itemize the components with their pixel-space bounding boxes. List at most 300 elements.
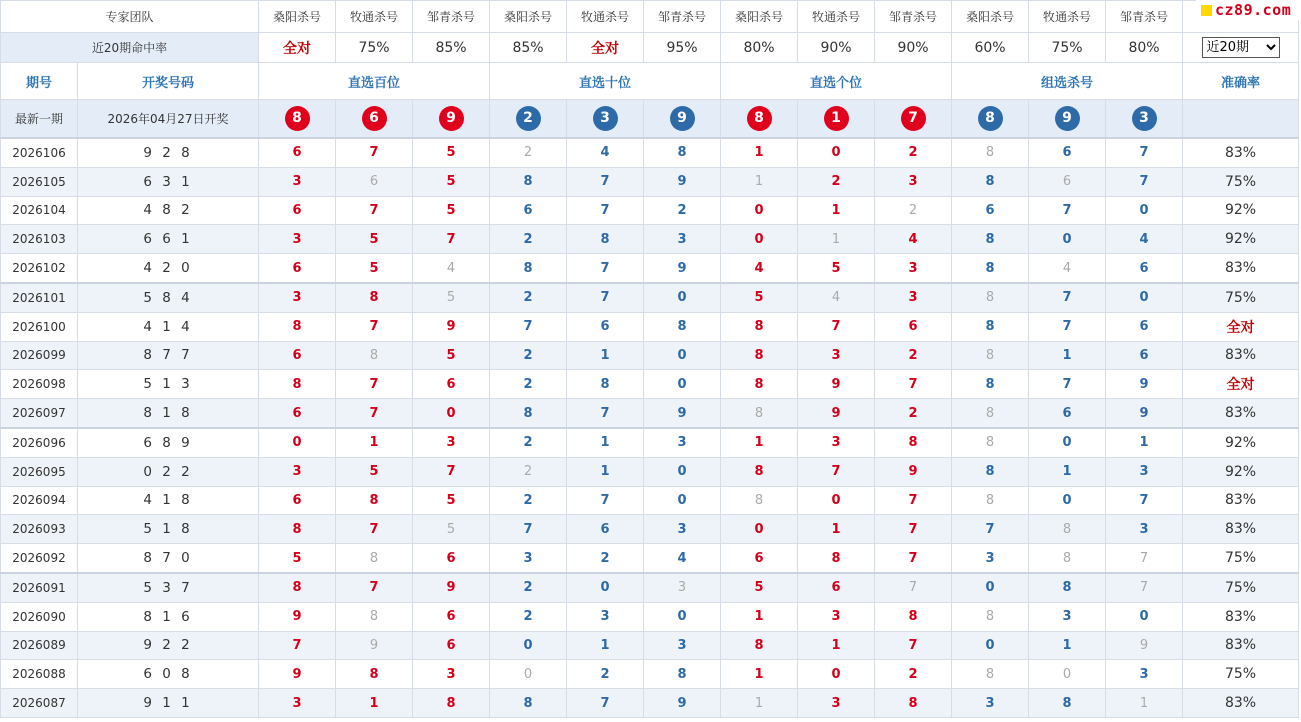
number-ball: 9 bbox=[1055, 106, 1080, 131]
kill-number-cell: 8 bbox=[336, 341, 413, 370]
period-id: 2026090 bbox=[1, 602, 78, 631]
kill-number-cell: 0 bbox=[721, 196, 798, 225]
table-row bbox=[1, 399, 1299, 428]
kill-number-cell: 2 bbox=[875, 196, 952, 225]
kill-number-cell: 1 bbox=[721, 660, 798, 689]
accuracy-value: 75% bbox=[1183, 573, 1299, 602]
kill-number-cell: 8 bbox=[259, 312, 336, 341]
kill-number-cell: 1 bbox=[798, 515, 875, 544]
accuracy-value: 全对 bbox=[1183, 312, 1299, 341]
kill-number-cell: 5 bbox=[413, 341, 490, 370]
table-row bbox=[1, 486, 1299, 515]
kill-number-cell: 3 bbox=[952, 544, 1029, 573]
latest-date: 2026年04月27日开奖 bbox=[78, 100, 259, 139]
kill-number-cell: 8 bbox=[1029, 573, 1106, 602]
hit-rate-label: 近20期命中率 bbox=[1, 33, 259, 63]
draw-number: 5 1 3 bbox=[78, 370, 259, 399]
kill-number-cell: 0 bbox=[567, 573, 644, 602]
period-id: 2026102 bbox=[1, 254, 78, 283]
hit-rate-value: 全对 bbox=[259, 33, 336, 63]
kill-number-cell: 7 bbox=[490, 515, 567, 544]
col-draw-number: 开奖号码 bbox=[78, 63, 259, 100]
kill-number-cell: 0 bbox=[644, 457, 721, 486]
number-ball: 7 bbox=[901, 106, 926, 131]
kill-number-cell: 0 bbox=[1029, 428, 1106, 457]
kill-number-cell: 6 bbox=[798, 573, 875, 602]
kill-number-cell: 6 bbox=[490, 196, 567, 225]
latest-ball-cell bbox=[798, 100, 875, 139]
kill-number-cell: 3 bbox=[798, 341, 875, 370]
kill-number-cell: 7 bbox=[490, 312, 567, 341]
kill-number-cell: 2 bbox=[798, 167, 875, 196]
kill-number-cell: 7 bbox=[413, 225, 490, 254]
site-logo[interactable] bbox=[1196, 0, 1300, 20]
expert-name: 邹青杀号 bbox=[875, 1, 952, 33]
kill-number-cell: 7 bbox=[336, 196, 413, 225]
expert-name: 邹青杀号 bbox=[644, 1, 721, 33]
draw-number: 5 1 8 bbox=[78, 515, 259, 544]
kill-number-cell: 8 bbox=[413, 689, 490, 718]
number-ball: 8 bbox=[978, 106, 1003, 131]
kill-number-cell: 6 bbox=[1029, 399, 1106, 428]
accuracy-value: 83% bbox=[1183, 138, 1299, 167]
kill-number-cell: 8 bbox=[952, 225, 1029, 254]
kill-number-cell: 1 bbox=[798, 631, 875, 660]
kill-number-cell: 6 bbox=[259, 254, 336, 283]
kill-number-cell: 9 bbox=[644, 399, 721, 428]
kill-number-cell: 7 bbox=[567, 486, 644, 515]
expert-name: 邹青杀号 bbox=[413, 1, 490, 33]
kill-number-cell: 5 bbox=[413, 515, 490, 544]
kill-number-cell: 8 bbox=[721, 370, 798, 399]
kill-number-cell: 7 bbox=[336, 138, 413, 167]
kill-number-cell: 5 bbox=[259, 544, 336, 573]
hit-rate-value: 全对 bbox=[567, 33, 644, 63]
kill-number-cell: 3 bbox=[952, 689, 1029, 718]
kill-number-cell: 6 bbox=[1106, 254, 1183, 283]
kill-number-cell: 7 bbox=[567, 196, 644, 225]
accuracy-value: 75% bbox=[1183, 283, 1299, 312]
kill-number-cell: 7 bbox=[1029, 370, 1106, 399]
table-row bbox=[1, 457, 1299, 486]
kill-number-cell: 8 bbox=[259, 370, 336, 399]
accuracy-value: 75% bbox=[1183, 544, 1299, 573]
latest-ball-cell bbox=[490, 100, 567, 139]
accuracy-value: 92% bbox=[1183, 428, 1299, 457]
kill-number-cell: 1 bbox=[721, 602, 798, 631]
kill-number-cell: 8 bbox=[1029, 689, 1106, 718]
col-group-units: 直选个位 bbox=[721, 63, 952, 100]
kill-number-cell: 8 bbox=[490, 167, 567, 196]
table-row bbox=[1, 341, 1299, 370]
hit-rate-value: 90% bbox=[875, 33, 952, 63]
kill-number-cell: 8 bbox=[567, 225, 644, 254]
kill-number-cell: 0 bbox=[1106, 196, 1183, 225]
kill-number-cell: 7 bbox=[1029, 312, 1106, 341]
period-id: 2026103 bbox=[1, 225, 78, 254]
col-group-combo: 组选杀号 bbox=[952, 63, 1183, 100]
kill-number-cell: 2 bbox=[490, 283, 567, 312]
kill-number-cell: 5 bbox=[336, 254, 413, 283]
kill-number-cell: 7 bbox=[1106, 167, 1183, 196]
period-select-cell bbox=[1183, 33, 1299, 63]
kill-number-cell: 2 bbox=[490, 573, 567, 602]
hit-rate-value: 75% bbox=[1029, 33, 1106, 63]
draw-number: 6 6 1 bbox=[78, 225, 259, 254]
hit-rate-value: 85% bbox=[413, 33, 490, 63]
kill-number-cell: 6 bbox=[259, 399, 336, 428]
table-row bbox=[1, 196, 1299, 225]
kill-number-cell: 3 bbox=[259, 689, 336, 718]
accuracy-value: 92% bbox=[1183, 196, 1299, 225]
kill-number-cell: 6 bbox=[413, 370, 490, 399]
kill-number-cell: 7 bbox=[336, 399, 413, 428]
kill-number-cell: 8 bbox=[721, 399, 798, 428]
kill-number-cell: 2 bbox=[875, 399, 952, 428]
kill-number-cell: 3 bbox=[875, 167, 952, 196]
accuracy-value: 75% bbox=[1183, 167, 1299, 196]
expert-name: 桑阳杀号 bbox=[259, 1, 336, 33]
expert-header-row bbox=[1, 1, 1299, 33]
period-id: 2026099 bbox=[1, 341, 78, 370]
kill-number-cell: 8 bbox=[1029, 515, 1106, 544]
period-id: 2026097 bbox=[1, 399, 78, 428]
kill-number-cell: 8 bbox=[721, 341, 798, 370]
kill-number-cell: 9 bbox=[1106, 370, 1183, 399]
kill-number-cell: 6 bbox=[1029, 138, 1106, 167]
period-id: 2026095 bbox=[1, 457, 78, 486]
kill-number-cell: 1 bbox=[798, 196, 875, 225]
kill-number-cell: 3 bbox=[798, 602, 875, 631]
latest-draw-row bbox=[1, 100, 1299, 139]
kill-number-cell: 0 bbox=[644, 341, 721, 370]
kill-number-cell: 0 bbox=[490, 631, 567, 660]
latest-label: 最新一期 bbox=[1, 100, 78, 139]
draw-number: 0 2 2 bbox=[78, 457, 259, 486]
kill-number-cell: 1 bbox=[721, 689, 798, 718]
latest-accuracy-cell bbox=[1183, 100, 1299, 139]
kill-number-cell: 0 bbox=[1029, 225, 1106, 254]
kill-number-cell: 5 bbox=[413, 196, 490, 225]
kill-number-cell: 4 bbox=[1106, 225, 1183, 254]
table-row bbox=[1, 312, 1299, 341]
kill-number-cell: 2 bbox=[490, 341, 567, 370]
kill-number-cell: 6 bbox=[1106, 341, 1183, 370]
draw-number: 8 7 0 bbox=[78, 544, 259, 573]
hit-rate-value: 60% bbox=[952, 33, 1029, 63]
kill-number-cell: 3 bbox=[259, 225, 336, 254]
kill-number-cell: 8 bbox=[952, 428, 1029, 457]
accuracy-value: 83% bbox=[1183, 254, 1299, 283]
logo-text: cz89.com bbox=[1215, 1, 1292, 19]
kill-number-cell: 2 bbox=[644, 196, 721, 225]
kill-number-cell: 3 bbox=[413, 660, 490, 689]
kill-number-cell: 6 bbox=[413, 631, 490, 660]
expert-name: 桑阳杀号 bbox=[490, 1, 567, 33]
period-id: 2026096 bbox=[1, 428, 78, 457]
kill-number-cell: 0 bbox=[1029, 486, 1106, 515]
kill-number-cell: 2 bbox=[567, 544, 644, 573]
kill-number-cell: 5 bbox=[413, 138, 490, 167]
kill-number-cell: 1 bbox=[1106, 689, 1183, 718]
kill-number-cell: 4 bbox=[798, 283, 875, 312]
kill-number-cell: 5 bbox=[413, 283, 490, 312]
table-row bbox=[1, 428, 1299, 457]
kill-number-cell: 7 bbox=[1106, 486, 1183, 515]
expert-name: 桑阳杀号 bbox=[952, 1, 1029, 33]
table-row bbox=[1, 515, 1299, 544]
latest-ball-cell bbox=[721, 100, 798, 139]
kill-number-cell: 7 bbox=[1106, 138, 1183, 167]
draw-number: 5 3 7 bbox=[78, 573, 259, 602]
kill-number-cell: 9 bbox=[644, 167, 721, 196]
kill-number-cell: 8 bbox=[721, 457, 798, 486]
draw-number: 4 1 8 bbox=[78, 486, 259, 515]
hit-rate-value: 80% bbox=[1106, 33, 1183, 63]
accuracy-value: 全对 bbox=[1183, 370, 1299, 399]
col-period: 期号 bbox=[1, 63, 78, 100]
kill-number-cell: 8 bbox=[952, 341, 1029, 370]
latest-ball-cell bbox=[1106, 100, 1183, 139]
kill-number-cell: 7 bbox=[875, 515, 952, 544]
kill-number-cell: 8 bbox=[952, 399, 1029, 428]
hit-rate-value: 95% bbox=[644, 33, 721, 63]
kill-number-cell: 8 bbox=[336, 602, 413, 631]
draw-number: 9 1 1 bbox=[78, 689, 259, 718]
period-select[interactable] bbox=[1202, 37, 1280, 58]
kill-number-cell: 0 bbox=[413, 399, 490, 428]
kill-number-cell: 8 bbox=[875, 428, 952, 457]
column-header-row bbox=[1, 63, 1299, 100]
kill-number-cell: 6 bbox=[413, 544, 490, 573]
kill-number-cell: 8 bbox=[798, 544, 875, 573]
table-row bbox=[1, 573, 1299, 602]
kill-number-cell: 3 bbox=[644, 573, 721, 602]
kill-number-cell: 8 bbox=[721, 312, 798, 341]
kill-number-cell: 3 bbox=[1029, 602, 1106, 631]
team-label: 专家团队 bbox=[1, 1, 259, 33]
kill-number-cell: 8 bbox=[952, 283, 1029, 312]
table-row bbox=[1, 544, 1299, 573]
kill-number-cell: 8 bbox=[721, 486, 798, 515]
kill-number-cell: 7 bbox=[1106, 573, 1183, 602]
accuracy-value: 83% bbox=[1183, 399, 1299, 428]
kill-number-cell: 0 bbox=[1106, 283, 1183, 312]
kill-number-cell: 9 bbox=[1106, 399, 1183, 428]
kill-number-cell: 9 bbox=[336, 631, 413, 660]
kill-number-cell: 8 bbox=[952, 370, 1029, 399]
accuracy-value: 83% bbox=[1183, 341, 1299, 370]
logo-square-icon bbox=[1201, 5, 1212, 16]
draw-number: 9 2 2 bbox=[78, 631, 259, 660]
kill-number-cell: 8 bbox=[259, 573, 336, 602]
kill-number-cell: 0 bbox=[952, 573, 1029, 602]
kill-number-cell: 9 bbox=[798, 399, 875, 428]
latest-ball-cell bbox=[259, 100, 336, 139]
kill-number-cell: 6 bbox=[952, 196, 1029, 225]
kill-number-cell: 2 bbox=[490, 457, 567, 486]
kill-number-cell: 6 bbox=[875, 312, 952, 341]
kill-number-cell: 2 bbox=[490, 602, 567, 631]
kill-number-cell: 2 bbox=[567, 660, 644, 689]
kill-number-cell: 1 bbox=[567, 341, 644, 370]
latest-ball-cell bbox=[336, 100, 413, 139]
kill-number-cell: 3 bbox=[259, 457, 336, 486]
kill-number-cell: 0 bbox=[952, 631, 1029, 660]
kill-number-cell: 7 bbox=[875, 631, 952, 660]
kill-number-cell: 7 bbox=[875, 370, 952, 399]
kill-number-cell: 8 bbox=[336, 660, 413, 689]
latest-ball-cell bbox=[875, 100, 952, 139]
kill-number-cell: 9 bbox=[798, 370, 875, 399]
kill-number-cell: 6 bbox=[259, 138, 336, 167]
kill-number-cell: 7 bbox=[1106, 544, 1183, 573]
kill-number-cell: 8 bbox=[952, 138, 1029, 167]
kill-number-cell: 7 bbox=[336, 312, 413, 341]
number-ball: 9 bbox=[439, 106, 464, 131]
kill-number-cell: 7 bbox=[1029, 196, 1106, 225]
kill-number-cell: 2 bbox=[875, 660, 952, 689]
kill-number-cell: 8 bbox=[952, 602, 1029, 631]
period-id: 2026098 bbox=[1, 370, 78, 399]
kill-number-cell: 8 bbox=[952, 486, 1029, 515]
kill-number-cell: 1 bbox=[1029, 457, 1106, 486]
kill-number-cell: 1 bbox=[721, 138, 798, 167]
kill-number-cell: 3 bbox=[644, 515, 721, 544]
kill-number-cell: 1 bbox=[721, 167, 798, 196]
kill-number-cell: 2 bbox=[490, 138, 567, 167]
period-id: 2026093 bbox=[1, 515, 78, 544]
kill-number-cell: 8 bbox=[259, 515, 336, 544]
col-group-tens: 直选十位 bbox=[490, 63, 721, 100]
kill-number-cell: 9 bbox=[259, 602, 336, 631]
kill-number-cell: 1 bbox=[336, 689, 413, 718]
kill-number-cell: 3 bbox=[875, 254, 952, 283]
kill-number-cell: 4 bbox=[567, 138, 644, 167]
kill-number-cell: 5 bbox=[413, 486, 490, 515]
kill-number-cell: 1 bbox=[336, 428, 413, 457]
table-row bbox=[1, 689, 1299, 718]
draw-number: 4 2 0 bbox=[78, 254, 259, 283]
kill-number-cell: 9 bbox=[644, 254, 721, 283]
number-ball: 2 bbox=[516, 106, 541, 131]
latest-ball-cell bbox=[1029, 100, 1106, 139]
kill-number-cell: 8 bbox=[490, 254, 567, 283]
kill-number-cell: 3 bbox=[798, 689, 875, 718]
expert-name: 邹青杀号 bbox=[1106, 1, 1183, 33]
kill-number-cell: 3 bbox=[259, 167, 336, 196]
draw-number: 6 0 8 bbox=[78, 660, 259, 689]
kill-number-cell: 3 bbox=[644, 225, 721, 254]
kill-number-cell: 0 bbox=[644, 602, 721, 631]
table-row bbox=[1, 225, 1299, 254]
kill-number-cell: 6 bbox=[336, 167, 413, 196]
expert-name: 牧通杀号 bbox=[567, 1, 644, 33]
kill-number-cell: 7 bbox=[336, 573, 413, 602]
accuracy-value: 83% bbox=[1183, 689, 1299, 718]
period-id: 2026104 bbox=[1, 196, 78, 225]
kill-number-cell: 4 bbox=[644, 544, 721, 573]
kill-number-cell: 1 bbox=[1029, 341, 1106, 370]
kill-number-cell: 6 bbox=[567, 515, 644, 544]
table-row bbox=[1, 660, 1299, 689]
kill-number-cell: 8 bbox=[952, 167, 1029, 196]
expert-name: 牧通杀号 bbox=[1029, 1, 1106, 33]
number-ball: 6 bbox=[362, 106, 387, 131]
period-id: 2026094 bbox=[1, 486, 78, 515]
kill-number-cell: 8 bbox=[952, 254, 1029, 283]
accuracy-value: 83% bbox=[1183, 602, 1299, 631]
kill-number-cell: 0 bbox=[1106, 602, 1183, 631]
accuracy-value: 92% bbox=[1183, 457, 1299, 486]
kill-number-cell: 9 bbox=[413, 573, 490, 602]
kill-number-cell: 8 bbox=[644, 312, 721, 341]
kill-number-cell: 8 bbox=[952, 312, 1029, 341]
kill-number-cell: 5 bbox=[336, 457, 413, 486]
kill-number-cell: 0 bbox=[721, 225, 798, 254]
expert-name: 牧通杀号 bbox=[336, 1, 413, 33]
kill-number-cell: 7 bbox=[567, 689, 644, 718]
kill-number-cell: 0 bbox=[259, 428, 336, 457]
kill-number-cell: 5 bbox=[798, 254, 875, 283]
kill-number-cell: 5 bbox=[336, 225, 413, 254]
kill-number-cell: 6 bbox=[259, 341, 336, 370]
number-ball: 1 bbox=[824, 106, 849, 131]
kill-number-cell: 7 bbox=[798, 457, 875, 486]
kill-number-cell: 2 bbox=[490, 225, 567, 254]
number-ball: 8 bbox=[285, 106, 310, 131]
kill-number-cell: 7 bbox=[875, 486, 952, 515]
kill-number-cell: 2 bbox=[490, 428, 567, 457]
kill-number-cell: 8 bbox=[875, 689, 952, 718]
kill-number-cell: 5 bbox=[413, 167, 490, 196]
kill-number-cell: 3 bbox=[1106, 515, 1183, 544]
kill-number-cell: 3 bbox=[875, 283, 952, 312]
kill-number-cell: 0 bbox=[721, 515, 798, 544]
accuracy-value: 83% bbox=[1183, 631, 1299, 660]
period-id: 2026106 bbox=[1, 138, 78, 167]
kill-number-cell: 7 bbox=[336, 370, 413, 399]
table-row bbox=[1, 602, 1299, 631]
kill-number-cell: 7 bbox=[875, 573, 952, 602]
period-id: 2026101 bbox=[1, 283, 78, 312]
kill-number-cell: 3 bbox=[798, 428, 875, 457]
kill-number-cell: 1 bbox=[567, 428, 644, 457]
kill-number-cell: 7 bbox=[336, 515, 413, 544]
table-row bbox=[1, 283, 1299, 312]
number-ball: 3 bbox=[1132, 106, 1157, 131]
kill-number-cell: 0 bbox=[644, 370, 721, 399]
kill-number-cell: 7 bbox=[952, 515, 1029, 544]
kill-number-cell: 7 bbox=[413, 457, 490, 486]
expert-name: 桑阳杀号 bbox=[721, 1, 798, 33]
kill-number-cell: 0 bbox=[798, 138, 875, 167]
kill-number-cell: 6 bbox=[567, 312, 644, 341]
period-id: 2026088 bbox=[1, 660, 78, 689]
kill-number-cell: 8 bbox=[490, 399, 567, 428]
draw-number: 6 3 1 bbox=[78, 167, 259, 196]
kill-number-cell: 3 bbox=[1106, 660, 1183, 689]
kill-number-cell: 8 bbox=[336, 544, 413, 573]
draw-number: 8 1 8 bbox=[78, 399, 259, 428]
period-id: 2026105 bbox=[1, 167, 78, 196]
table-row bbox=[1, 138, 1299, 167]
kill-number-cell: 9 bbox=[413, 312, 490, 341]
kill-number-cell: 0 bbox=[644, 486, 721, 515]
period-id: 2026100 bbox=[1, 312, 78, 341]
kill-number-cell: 7 bbox=[567, 167, 644, 196]
kill-number-cell: 3 bbox=[644, 428, 721, 457]
